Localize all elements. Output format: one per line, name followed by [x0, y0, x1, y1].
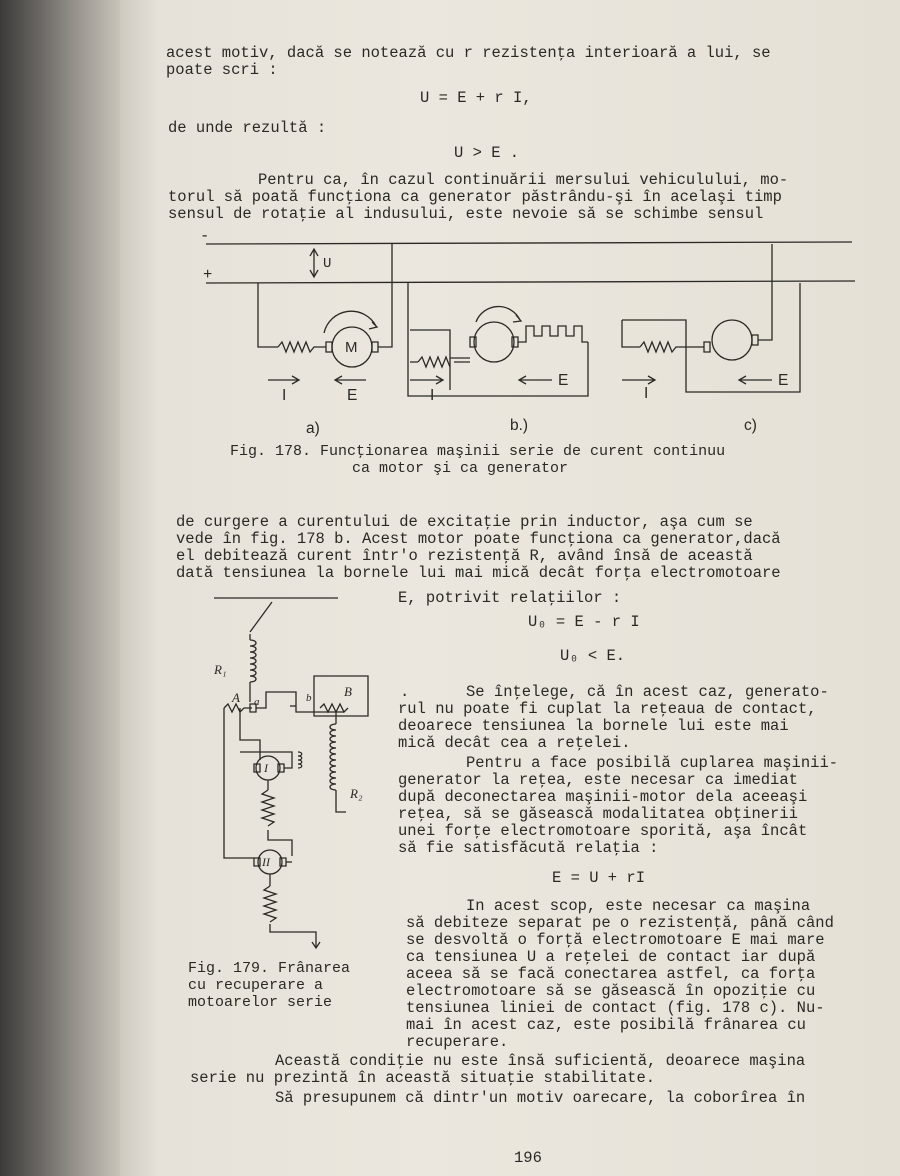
paragraph6-line5: aceea să se facă conectarea astfel, ca forţa: [406, 965, 816, 983]
fig178c-emf-label: E: [778, 372, 789, 389]
fig179-caption-line1: Fig. 179. Frânarea: [188, 960, 351, 977]
paragraph2-line2: torul să poată funcţiona ca generator păstrându-şi în acelaşi timp: [168, 188, 782, 206]
paragraph3-line1: de curgere a curentului de excitaţie prin inductor, aşa cum se: [176, 513, 753, 531]
fig179-label-R2: R₂: [350, 786, 363, 801]
paragraph3-line3: el debitează curent într'o rezistenţă R, având însă de această: [176, 547, 753, 565]
equation-3: U₀ = E - r I: [528, 613, 640, 631]
fig179-motor2-label: II: [262, 855, 270, 869]
text-de-unde: de unde rezultă :: [168, 119, 327, 137]
paragraph6-line3: se desvoltă o forţă electromotoare E mai mare: [406, 931, 825, 949]
paragraph1-line1: acest motiv, dacă se notează cu r rezistenţa interioară a lui, se: [166, 44, 771, 62]
paragraph5-line6: să fie satisfăcută relaţia :: [398, 839, 659, 857]
equation-4: U₀ < E.: [560, 647, 626, 665]
paragraph5-line5: unei forţe electromotoare sporită, aşa încât: [398, 822, 808, 840]
paragraph4-bullet: .: [400, 683, 410, 701]
fig178b-emf-label: E: [558, 372, 569, 389]
equation-2: U > E .: [454, 144, 520, 162]
paragraph7-line2: serie nu prezintă în această situaţie stabilitate.: [190, 1069, 656, 1087]
paragraph5-line4: reţea, să se găsească modalitatea obţinerii: [398, 805, 798, 823]
fig178-motor-label: M: [345, 339, 358, 356]
fig179-motor1-label: I: [264, 761, 268, 775]
fig179-label-R1: R₁: [214, 662, 227, 677]
paragraph5-line3: după deconectarea maşinii-motor dela aceeaşi: [398, 788, 808, 806]
fig178-sublabel-a: a): [306, 420, 320, 437]
fig179-label-A: A: [232, 690, 240, 705]
fig178-sublabel-b: b.): [510, 417, 529, 434]
fig178a-current-label: I: [282, 387, 287, 404]
paragraph6-line9: recuperare.: [406, 1033, 509, 1051]
paragraph4-line4: mică decât cea a reţelei.: [398, 734, 631, 752]
paragraph7-line1: Această condiţie nu este însă suficientă, deoarece maşina: [275, 1052, 806, 1070]
paragraph4-line2: rul nu poate fi cuplat la reţeaua de contact,: [398, 700, 817, 718]
fig178-sublabel-c: c): [744, 417, 757, 434]
paragraph3-line2: vede în fig. 178 b. Acest motor poate funcţiona ca generator,dacă: [176, 530, 781, 548]
paragraph5-line1: Pentru a face posibilă cuplarea maşinii-: [466, 754, 839, 772]
paragraph4-line3: deoarece tensiunea la bornele lui este mai: [398, 717, 789, 735]
paragraph3-line5: E, potrivit relaţiilor :: [398, 589, 622, 607]
paragraph6-line2: să debiteze separat pe o rezistenţă, până când: [406, 914, 834, 932]
equation-1: U = E + r I,: [420, 89, 532, 107]
fig179-caption-line3: motoarelor serie: [188, 994, 333, 1011]
fig179-label-a: a: [254, 696, 260, 708]
fig179-caption-line2: cu recuperare a: [188, 977, 324, 994]
fig178-caption-line1: Fig. 178. Funcţionarea maşinii serie de curent continuu: [230, 443, 726, 460]
paragraph6-line6: electromotoare să se găsească în opoziţie cu: [406, 982, 816, 1000]
paragraph3-line4: dată tensiunea la bornele lui mai mică decât forţa electromotoare: [176, 564, 781, 582]
paragraph6-line1: In acest scop, este necesar ca maşina: [466, 897, 811, 915]
paragraph4-line1: Se înţelege, că în acest caz, generato-: [466, 683, 829, 701]
paragraph6-line8: mai în acest caz, este posibilă frânarea cu: [406, 1016, 806, 1034]
fig178a-emf-label: E: [347, 387, 358, 404]
fig178-plus-label: +: [203, 266, 213, 284]
equation-5: E = U + rI: [552, 869, 646, 887]
paragraph2-line1: Pentru ca, în cazul continuării mersului vehiculului, mo-: [258, 171, 789, 189]
fig178-voltage-label: U: [323, 256, 332, 272]
fig179-label-b: b: [306, 692, 312, 704]
paragraph5-line2: generator la reţea, este necesar ca imediat: [398, 771, 798, 789]
paragraph6-line7: tensiunea liniei de contact (fig. 178 c). Nu-: [406, 999, 825, 1017]
fig178c-current-label: I: [644, 385, 649, 402]
paragraph2-line3: sensul de rotaţie al indusului, este nevoie să se schimbe sensul: [168, 205, 764, 223]
paragraph8-line1: Să presupunem că dintr'un motiv oarecare, la coborîrea în: [275, 1089, 806, 1107]
fig178-caption-line2: ca motor şi ca generator: [352, 460, 569, 477]
fig179-label-B: B: [344, 684, 352, 699]
fig178b-current-label: I: [430, 387, 435, 404]
paragraph1-line2: poate scri :: [166, 61, 278, 79]
fig178-minus-label: -: [200, 227, 210, 245]
paragraph6-line4: ca tensiunea U a reţelei de contact iar după: [406, 948, 816, 966]
page-number: 196: [514, 1149, 542, 1167]
